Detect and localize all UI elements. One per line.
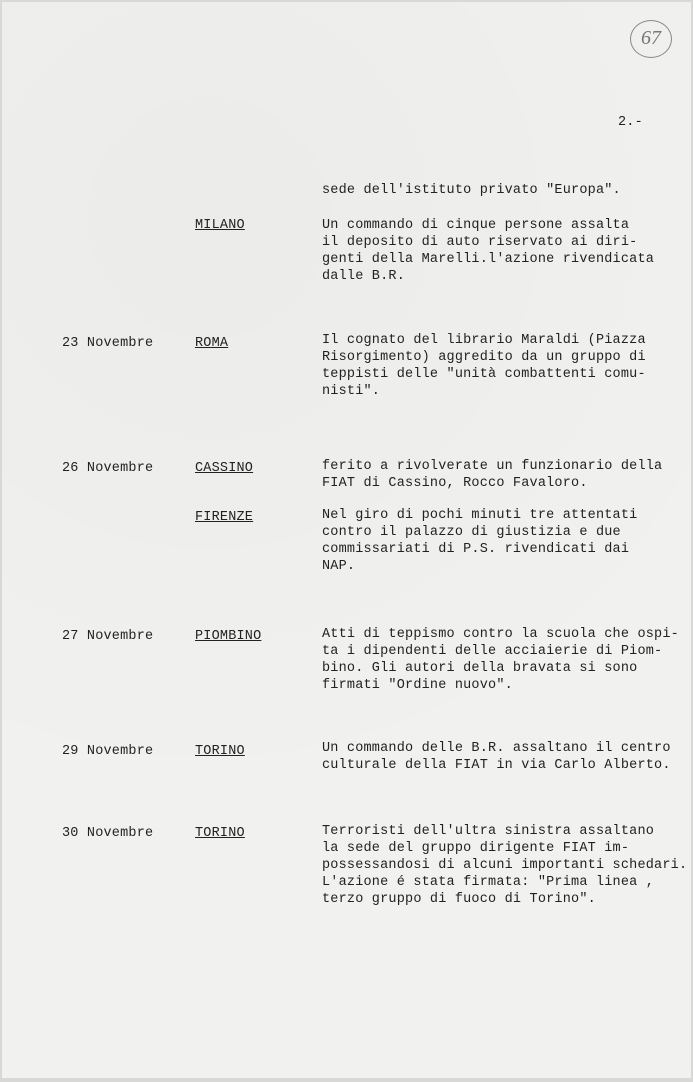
document-page — [2, 2, 691, 1078]
entry-place: FIRENZE — [195, 510, 254, 525]
entry-place: ROMA — [195, 336, 229, 351]
archive-number-mark: 67 — [630, 20, 672, 58]
entry-place: TORINO — [195, 744, 245, 759]
entry-description: Atti di teppismo contro la scuola che ospi- ta i dipendenti delle acciaierie di Piom- bino. Gli autori della bravata si sono firmati "Ordine nuovo". — [322, 627, 679, 693]
entry-description: Un commando di cinque persone assalta il deposito di auto riservato ai diri- genti della Marelli.l'azione rivendicata dalle B.R. — [322, 218, 655, 284]
page-number: 2.- — [618, 115, 643, 130]
entry-description: ferito a rivolverate un funzionario della FIAT di Cassino, Rocco Favaloro. — [322, 459, 663, 491]
entry-description: Terroristi dell'ultra sinistra assaltano la sede del gruppo dirigente FIAT im- possessandosi di alcuni importanti schedari. L'azione é stata firmata: "Prima linea , terzo gruppo di fuoco di Torino". — [322, 824, 688, 907]
entry-date: 23 Novembre — [62, 336, 154, 351]
entry-place: MILANO — [195, 218, 245, 233]
entry-description: Il cognato del librario Maraldi (Piazza Risorgimento) aggredito da un gruppo di teppisti delle "unità combattenti comu- nisti". — [322, 333, 646, 399]
entry-description: Nel giro di pochi minuti tre attentati contro il palazzo di giustizia e due commissariati di P.S. rivendicati dai NAP. — [322, 508, 638, 574]
entry-description: sede dell'istituto privato "Europa". — [322, 183, 621, 198]
entry-date: 29 Novembre — [62, 744, 154, 759]
entry-place: TORINO — [195, 826, 245, 841]
entry-date: 26 Novembre — [62, 461, 154, 476]
entry-description: Un commando delle B.R. assaltano il centro culturale della FIAT in via Carlo Alberto. — [322, 741, 671, 773]
entry-place: PIOMBINO — [195, 629, 262, 644]
entry-date: 27 Novembre — [62, 629, 154, 644]
entry-place: CASSINO — [195, 461, 254, 476]
entry-date: 30 Novembre — [62, 826, 154, 841]
